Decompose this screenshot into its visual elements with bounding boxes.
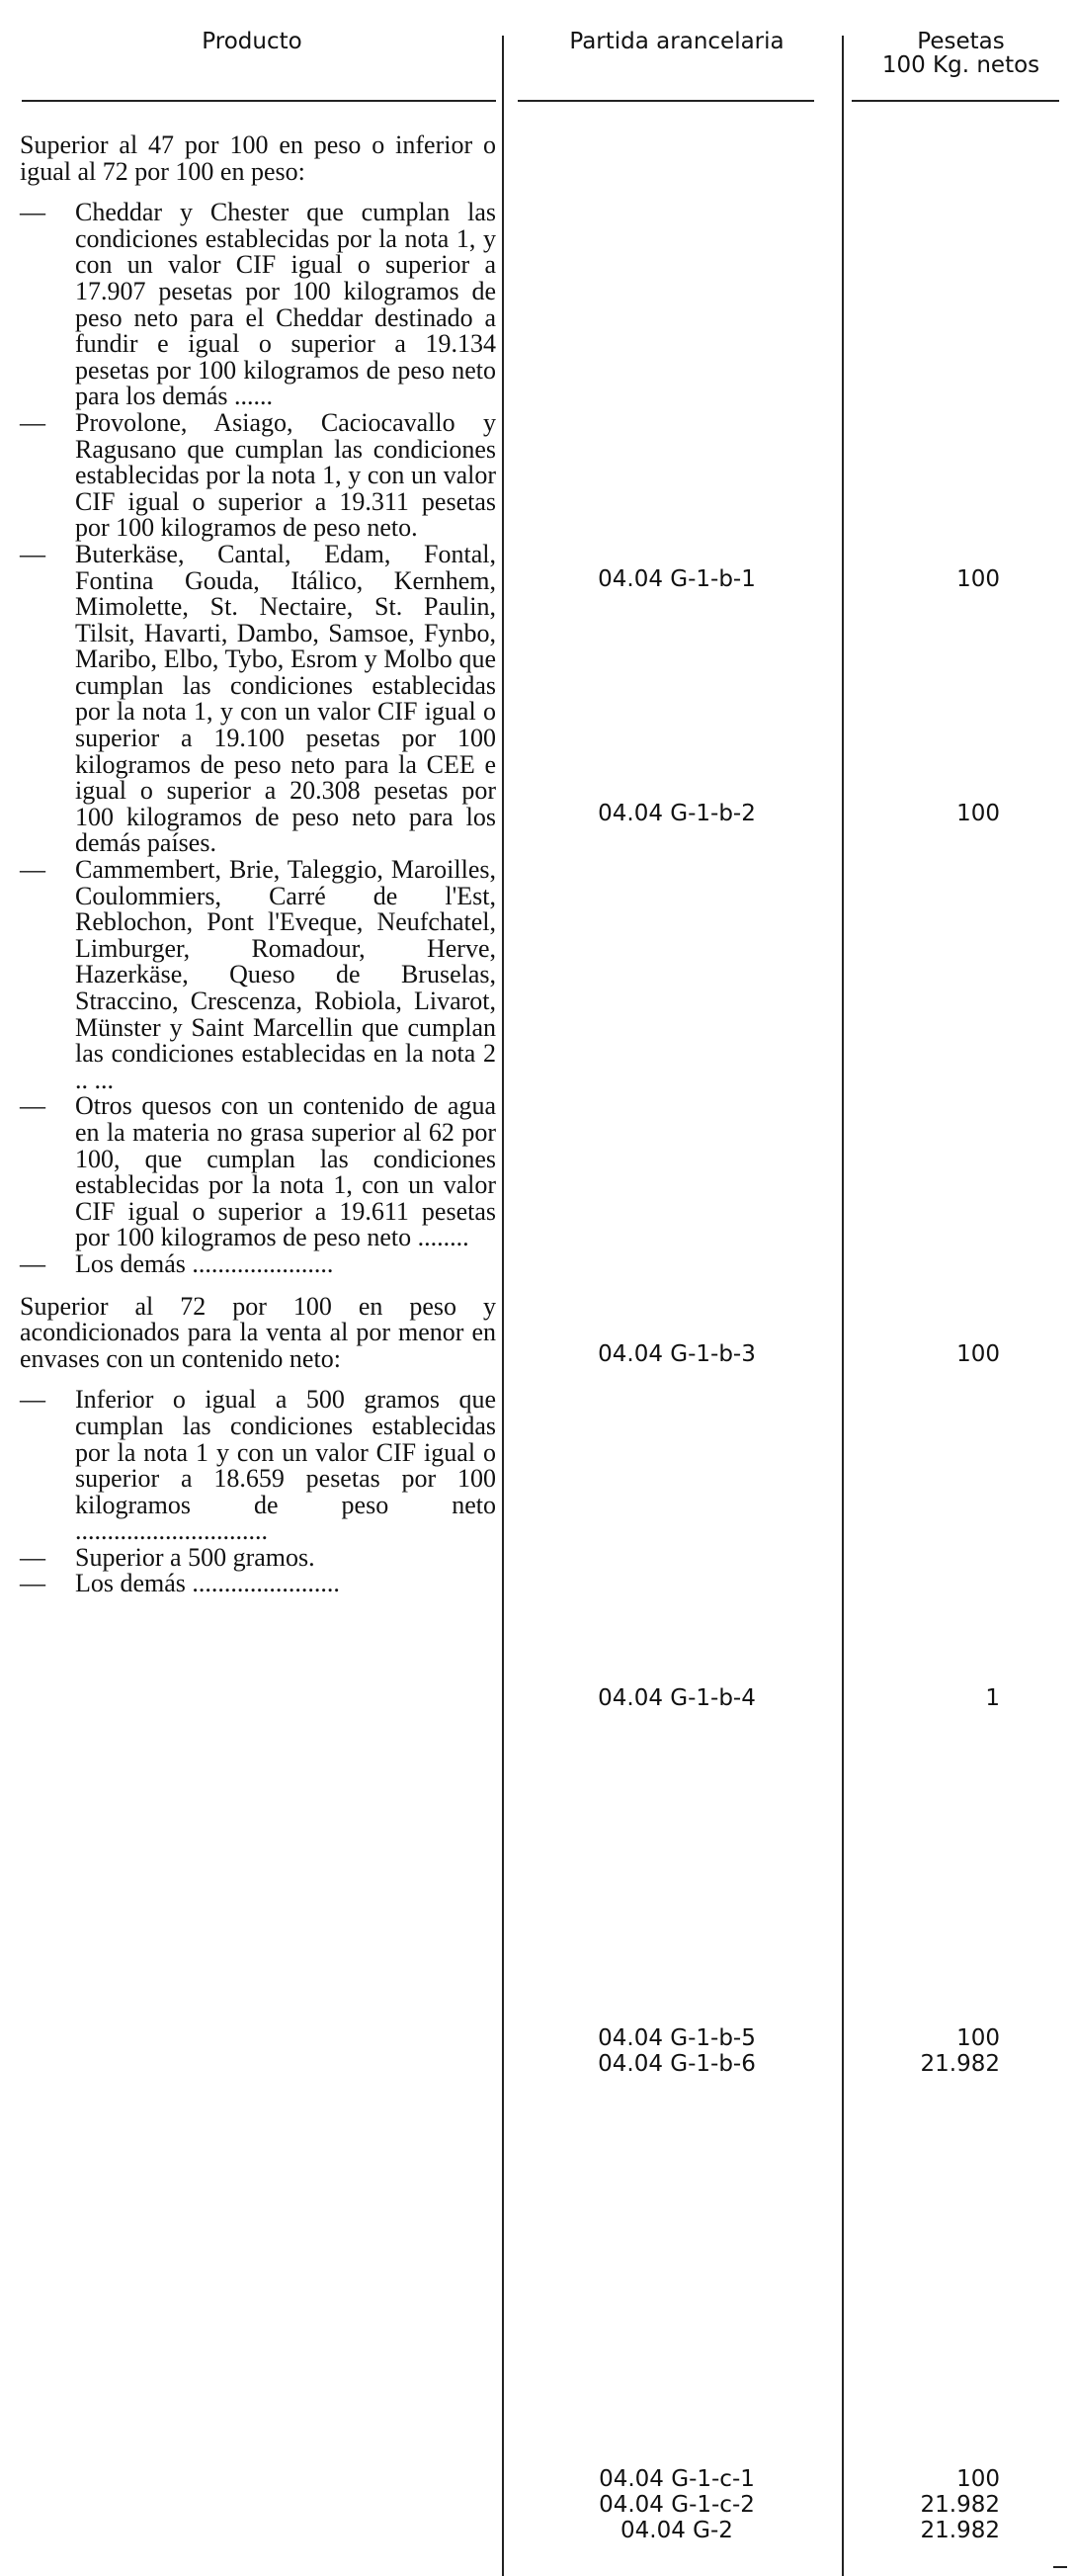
product-item-text: Provolone, Asiago, Caciocavallo y Ragusano que cumplan las condiciones establecidas por la nota 1, y con un valor CIF igual o superior a 19.311 pesetas por 100 kilogramos de peso neto. <box>75 407 496 543</box>
product-item-text: Superior a 500 gramos. <box>75 1542 315 1572</box>
tariff-code: 04.04 G-1-b-2 <box>598 801 756 826</box>
product-item-text: Cheddar y Chester que cumplan las condiciones establecidas por la nota 1, y con un valor CIF igual o superior a 17.907 pesetas por 100 kilogramos de peso neto para el Cheddar destinado a fundir e igual o superior a 19.134 pesetas por 100 kilogramos de peso neto para los demás ...... <box>75 198 496 411</box>
pesetas-value: 100 <box>956 2466 1000 2492</box>
header-pesetas <box>850 30 1072 77</box>
product-item-text: Los demás ...................... <box>75 1248 334 1278</box>
tariff-code: 04.04 G-1-b-3 <box>598 1341 756 1367</box>
tariff-code: 04.04 G-1-b-6 <box>598 2051 756 2077</box>
column-divider-1 <box>502 36 504 2576</box>
column-divider-2 <box>842 36 844 2576</box>
tariff-code: 04.04 G-1-b-5 <box>598 2025 756 2051</box>
tariff-code: 04.04 G-1-b-1 <box>598 566 756 592</box>
pesetas-value: 100 <box>956 801 1000 826</box>
pesetas-value: 21.982 <box>920 2492 1000 2518</box>
product-item: — Provolone, Asiago, Caciocavallo y Ragusano que cumplan las condiciones establecidas por la nota 1, y con un valor CIF igual o superior a 19.311 pesetas por 100 kilogramos de peso neto. <box>20 407 496 543</box>
pesetas-value: 100 <box>956 566 1000 592</box>
product-item-text: Inferior o igual a 500 gramos que cumplan las condiciones establecidas por la nota 1 y con un valor CIF igual o superior a 18.659 pesetas por 100 kilogramos de peso neto .............................. <box>75 1385 496 1546</box>
pesetas-value: 21.982 <box>920 2051 1000 2077</box>
category-heading: Superior al 72 por 100 en peso y acondicionados para la venta al por menor en envases con un contenido neto: <box>20 1291 496 1373</box>
product-item: — Cammembert, Brie, Taleggio, Maroilles, Coulommiers, Carré de l'Est, Reblochon, Pont l'Eveque, Neufchatel, Limburger, Romadour, Herve, Hazerkäse, Queso de Bruselas, Straccino, Crescenza, Robiola, Livarot, Münster y Saint Marcellin que cumplan las condiciones establecidas en la nota 2 .. ... <box>20 855 496 1094</box>
pesetas-value: 100 <box>956 1341 1000 1367</box>
tariff-code: 04.04 G-1-b-4 <box>598 1685 756 1711</box>
product-item: — Cheddar y Chester que cumplan las condiciones establecidas por la nota 1, y con un valor CIF igual o superior a 17.907 pesetas por 100 kilogramos de peso neto para el Cheddar destinado a fundir e igual o superior a 19.134 pesetas por 100 kilogramos de peso neto para los demás ...... <box>20 198 496 411</box>
page-edge-mark <box>1053 2566 1067 2568</box>
product-item-text: Buterkäse, Cantal, Edam, Fontal, Fontina Gouda, Itálico, Kernhem, Mimolette, St. Nectaire, St. Paulin, Tilsit, Havarti, Dambo, Samsoe, Fynbo, Maribo, Elbo, Tybo, Esrom y Molbo que cumplan las condiciones establecidas por la nota 1, y con un valor CIF igual o superior a 19.100 pesetas por 100 kilogramos de peso neto para la CEE e igual o superior a 20.308 pesetas por 100 kilogramos de peso neto para los demás países. <box>75 539 496 858</box>
product-item-text: Los demás ....................... <box>75 1569 340 1598</box>
product-item: — Los demás ...................... <box>20 1248 334 1278</box>
tariff-code: 04.04 G-1-c-1 <box>599 2466 755 2492</box>
header-producto: Producto <box>202 29 302 54</box>
pesetas-value: 21.982 <box>920 2518 1000 2543</box>
header-rule-pesetas <box>852 100 1059 102</box>
pesetas-value: 1 <box>985 1685 1000 1711</box>
header-pesetas-line2: 100 Kg. netos <box>881 52 1040 78</box>
product-column <box>20 132 496 1597</box>
product-item: — Buterkäse, Cantal, Edam, Fontal, Fontina Gouda, Itálico, Kernhem, Mimolette, St. Nectaire, St. Paulin, Tilsit, Havarti, Dambo, Samsoe, Fynbo, Maribo, Elbo, Tybo, Esrom y Molbo que cumplan las condiciones establecidas por la nota 1, y con un valor CIF igual o superior a 19.100 pesetas por 100 kilogramos de peso neto para la CEE e igual o superior a 20.308 pesetas por 100 kilogramos de peso neto para los demás países. <box>20 539 496 858</box>
product-item: — Otros quesos con un contenido de agua en la materia no grasa superior al 62 por 100, que cumplan las condiciones establecidas por la nota 1, con un valor CIF igual o superior a 19.611 pesetas por 100 kilogramos de peso neto ........ <box>20 1091 496 1252</box>
header-rule-partida <box>518 100 814 102</box>
tariff-code: 04.04 G-2 <box>620 2518 733 2543</box>
header-rule-producto <box>22 100 496 102</box>
product-item-text: Otros quesos con un contenido de agua en la materia no grasa superior al 62 por 100, que cumplan las condiciones establecidas por la nota 1, con un valor CIF igual o superior a 19.611 pesetas por 100 kilogramos de peso neto ........ <box>75 1091 496 1252</box>
pesetas-value: 100 <box>956 2025 1000 2051</box>
product-item: — Inferior o igual a 500 gramos que cumplan las condiciones establecidas por la nota 1 y con un valor CIF igual o superior a 18.659 pesetas por 100 kilogramos de peso neto .............................. <box>20 1385 496 1546</box>
product-item-text: Cammembert, Brie, Taleggio, Maroilles, Coulommiers, Carré de l'Est, Reblochon, Pont l'Eveque, Neufchatel, Limburger, Romadour, Herve, Hazerkäse, Queso de Bruselas, Straccino, Crescenza, Robiola, Livarot, Münster y Saint Marcellin que cumplan las condiciones establecidas en la nota 2 .. ... <box>75 855 496 1094</box>
category-heading: Superior al 47 por 100 en peso o inferior o igual al 72 por 100 en peso: <box>20 130 496 186</box>
header-pesetas-line1: Pesetas <box>917 29 1005 54</box>
product-item: — Superior a 500 gramos. <box>20 1542 315 1572</box>
product-item: — Los demás ....................... <box>20 1569 340 1598</box>
header-partida-arancelaria: Partida arancelaria <box>569 29 785 54</box>
tariff-code: 04.04 G-1-c-2 <box>599 2492 755 2518</box>
